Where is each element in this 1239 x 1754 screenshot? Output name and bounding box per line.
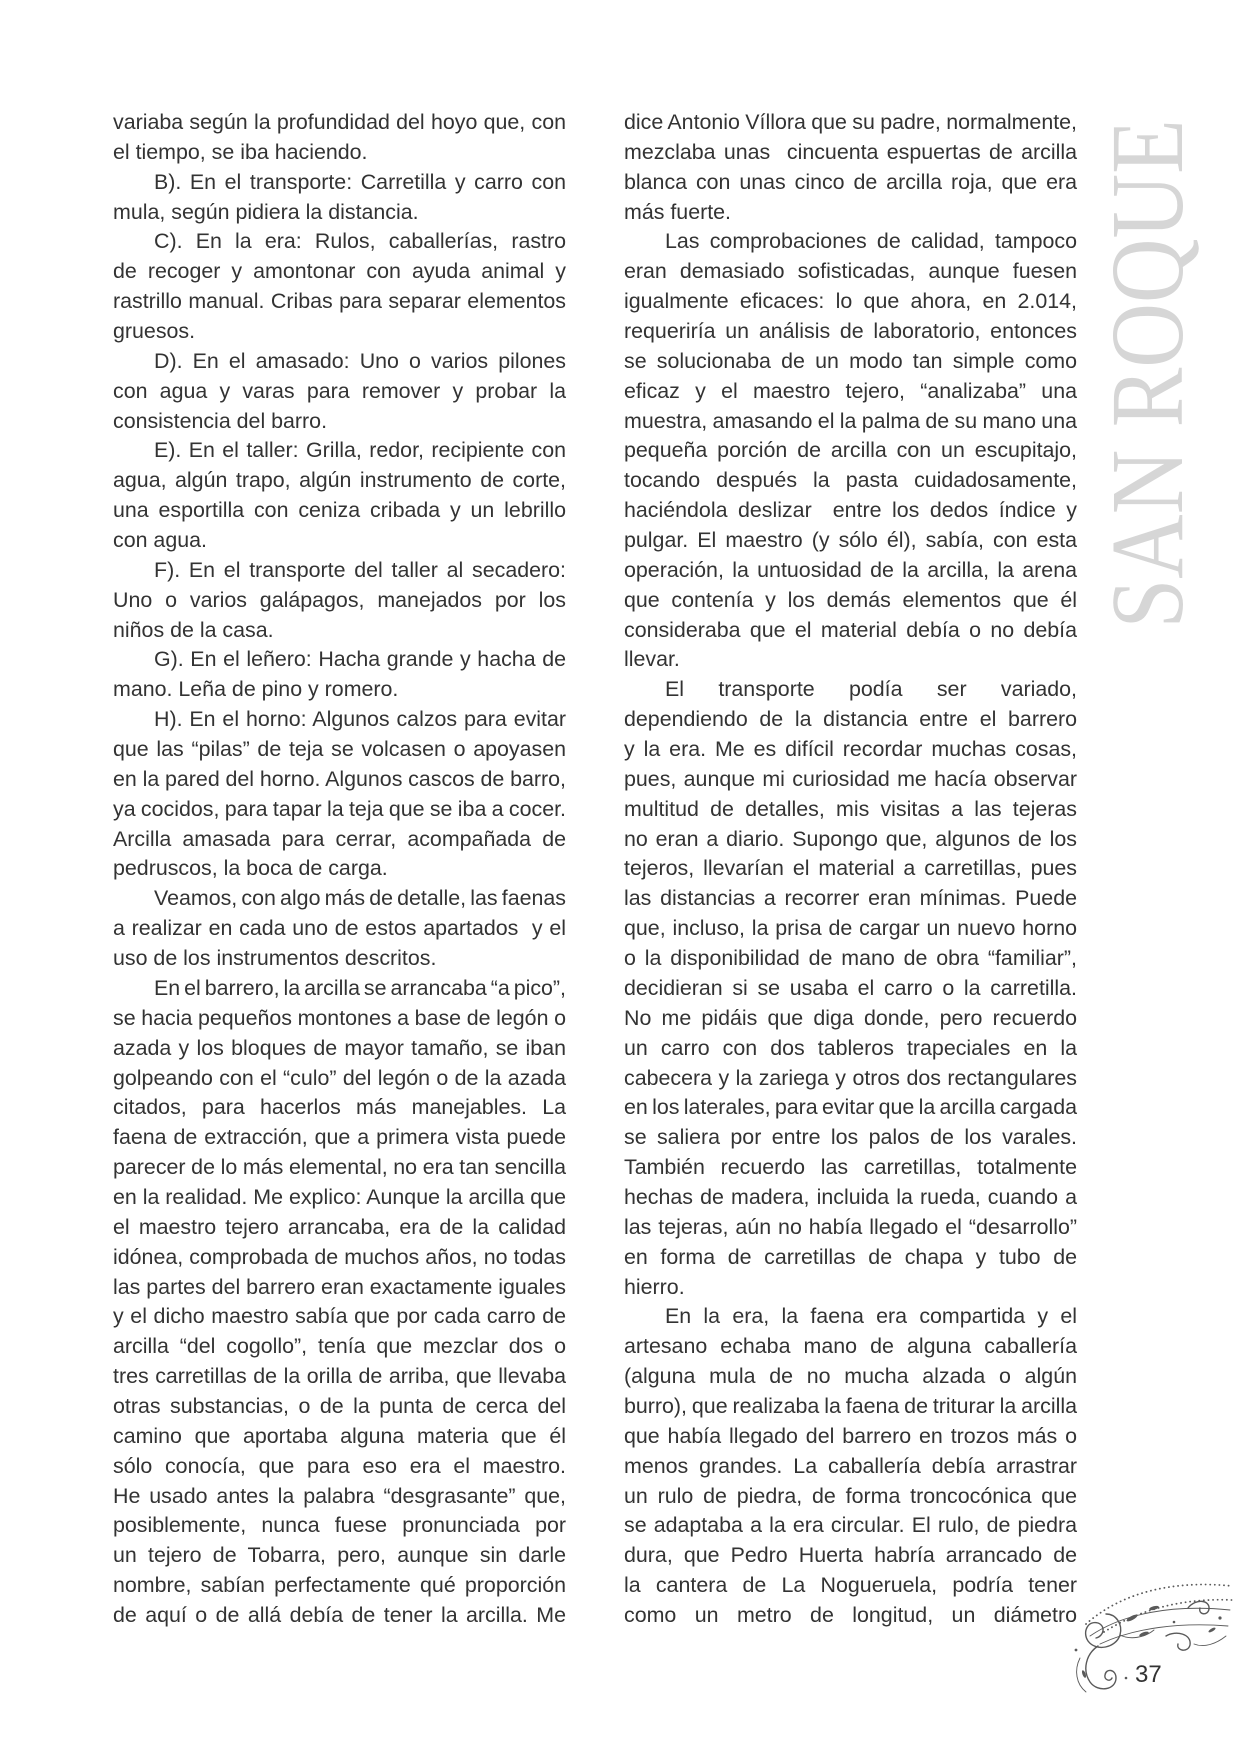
text-line: que las “pilas” de teja se volcasen o apoyasen xyxy=(113,737,566,762)
text-line: citados, para hacerlos más manejables. La xyxy=(113,1095,566,1120)
text-line: que, incluso, la prisa de cargar un nuevo horno xyxy=(624,916,1077,941)
text-line: llevar. xyxy=(624,647,680,672)
text-line: que contenía y los demás elementos que él xyxy=(624,587,1077,612)
line-slot xyxy=(624,645,1077,675)
line-slot xyxy=(624,407,1077,437)
line-slot xyxy=(113,735,566,765)
line-slot xyxy=(113,287,566,317)
line-slot xyxy=(113,884,566,914)
text-line: artesano echaba mano de alguna caballería xyxy=(624,1334,1077,1359)
line-slot xyxy=(624,1243,1077,1273)
text-line: el maestro tejero arrancaba, era de la calidad xyxy=(113,1214,566,1239)
text-line: E). En el taller: Grilla, redor, recipiente con xyxy=(154,438,566,463)
paragraph xyxy=(113,108,566,168)
text-line: con agua. xyxy=(113,528,207,553)
text-line: mano. Leña de pino y romero. xyxy=(113,677,399,702)
line-slot xyxy=(624,436,1077,466)
text-line: un rulo de piedra, de forma troncocónica que xyxy=(624,1483,1077,1508)
line-slot xyxy=(113,705,566,735)
line-slot xyxy=(624,1511,1077,1541)
line-slot xyxy=(113,1273,566,1303)
text-line: se saliera por entre los palos de los varales. xyxy=(624,1125,1077,1150)
line-slot xyxy=(624,1601,1077,1631)
text-line: agua, algún trapo, algún instrumento de corte, xyxy=(113,468,566,493)
paragraph xyxy=(113,705,566,884)
line-slot xyxy=(624,765,1077,795)
line-slot xyxy=(113,1153,566,1183)
line-slot xyxy=(624,198,1077,228)
text-line: pequeña porción de arcilla con un escupitajo, xyxy=(624,438,1077,463)
line-slot xyxy=(113,377,566,407)
text-line: multitud de detalles, mis visitas a las tejeras xyxy=(624,796,1077,821)
text-line: la cantera de La Nogueruela, podría tener xyxy=(624,1573,1077,1598)
text-line: pedruscos, la boca de carga. xyxy=(113,856,388,881)
text-line: o la disponibilidad de mano de obra “familiar”, xyxy=(624,946,1077,971)
line-slot xyxy=(624,1064,1077,1094)
text-line: sólo conocía, que para eso era el maestro. xyxy=(113,1453,566,1478)
text-line: D). En el amasado: Uno o varios pilones xyxy=(154,348,566,373)
text-line: que había llegado del barrero en trozos más o xyxy=(624,1423,1077,1448)
line-slot xyxy=(113,1392,566,1422)
text-line: de recoger y amontonar con ayuda animal y xyxy=(113,259,566,284)
text-line: ya cocidos, para tapar la teja que se iba a cocer. xyxy=(113,796,566,821)
text-line: se adaptaba a la era circular. El rulo, de piedra xyxy=(624,1513,1077,1538)
text-line: Veamos, con algo más de detalle, las faenas xyxy=(154,886,566,911)
text-line: un carro con dos tableros trapeciales en la xyxy=(624,1035,1077,1060)
text-line: dependiendo de la distancia entre el barrero xyxy=(624,707,1077,732)
text-line: las partes del barrero eran exactamente iguales xyxy=(113,1274,566,1299)
text-line: eficaz y el maestro tejero, “analizaba” una xyxy=(624,378,1077,403)
paragraph xyxy=(113,227,566,346)
text-line: una esportilla con ceniza cribada y un lebrillo xyxy=(113,498,566,523)
line-slot xyxy=(624,1153,1077,1183)
line-slot xyxy=(624,526,1077,556)
text-line: En el barrero, la arcilla se arrancaba “a pico”, xyxy=(154,975,566,1000)
text-line: haciéndola deslizar entre los dedos índice y xyxy=(624,498,1077,523)
line-slot xyxy=(624,705,1077,735)
line-slot xyxy=(113,586,566,616)
line-slot xyxy=(113,795,566,825)
paragraph xyxy=(113,436,566,555)
line-slot xyxy=(113,1302,566,1332)
paragraph xyxy=(624,108,1077,227)
text-line: Las comprobaciones de calidad, tampoco xyxy=(665,229,1077,254)
text-line: arcilla “del cogollo”, tenía que mezclar dos o xyxy=(113,1334,566,1359)
line-slot xyxy=(624,1302,1077,1332)
line-slot xyxy=(113,1511,566,1541)
line-slot xyxy=(624,168,1077,198)
line-slot xyxy=(113,1123,566,1153)
text-line: golpeando con el “culo” del legón o de la azada xyxy=(113,1065,566,1090)
text-line: tejeros, llevarían el material a carretillas, pues xyxy=(624,856,1077,881)
paragraph xyxy=(113,974,566,1631)
line-slot xyxy=(624,556,1077,586)
line-slot xyxy=(624,496,1077,526)
line-slot xyxy=(113,1571,566,1601)
line-slot xyxy=(624,825,1077,855)
line-slot xyxy=(113,138,566,168)
text-line: faena de extracción, que a primera vista puede xyxy=(113,1125,566,1150)
line-slot xyxy=(113,944,566,974)
text-line: eran demasiado sofisticadas, aunque fuesen xyxy=(624,259,1077,284)
line-slot xyxy=(113,854,566,884)
line-slot xyxy=(113,526,566,556)
text-line: El transporte podía ser variado, xyxy=(665,677,1077,702)
line-slot xyxy=(113,1332,566,1362)
text-line: consistencia del barro. xyxy=(113,408,328,433)
line-slot xyxy=(113,257,566,287)
line-slot xyxy=(624,377,1077,407)
running-section-title: SAN ROQUE xyxy=(1090,119,1205,629)
line-slot xyxy=(624,974,1077,1004)
line-slot xyxy=(113,436,566,466)
paragraph xyxy=(624,1302,1077,1630)
line-slot xyxy=(113,198,566,228)
line-slot xyxy=(113,556,566,586)
line-slot xyxy=(624,1183,1077,1213)
line-slot xyxy=(113,1183,566,1213)
paragraph xyxy=(624,227,1077,675)
paragraph xyxy=(624,675,1077,1302)
text-line: las distancias a recorrer eran mínimas. Puede xyxy=(624,886,1077,911)
line-slot xyxy=(624,108,1077,138)
line-slot xyxy=(624,287,1077,317)
line-slot xyxy=(624,1213,1077,1243)
text-line: Uno o varios galápagos, manejados por los xyxy=(113,587,566,612)
text-line: posiblemente, nunca fuese pronunciada por xyxy=(113,1513,566,1538)
text-line: y la era. Me es difícil recordar muchas cosas, xyxy=(624,737,1077,762)
line-slot xyxy=(113,227,566,257)
line-slot xyxy=(624,466,1077,496)
text-line: con agua y varas para remover y probar la xyxy=(113,378,566,403)
line-slot xyxy=(624,884,1077,914)
line-slot xyxy=(624,675,1077,705)
line-slot xyxy=(113,914,566,944)
text-line: G). En el leñero: Hacha grande y hacha de xyxy=(154,647,566,672)
text-line: azada y los bloques de mayor tamaño, se iban xyxy=(113,1035,566,1060)
line-slot xyxy=(624,1004,1077,1034)
line-slot xyxy=(624,1422,1077,1452)
line-slot xyxy=(113,1243,566,1273)
text-line: el tiempo, se iba haciendo. xyxy=(113,139,368,164)
line-slot xyxy=(624,914,1077,944)
line-slot xyxy=(113,347,566,377)
text-line: blanca con unas cinco de arcilla roja, que era xyxy=(624,169,1077,194)
line-slot xyxy=(624,1541,1077,1571)
text-line: más fuerte. xyxy=(624,199,731,224)
text-line: a realizar en cada uno de estos apartados y el xyxy=(113,916,566,941)
line-slot xyxy=(113,675,566,705)
paragraph xyxy=(113,168,566,228)
line-slot xyxy=(113,1064,566,1094)
line-slot xyxy=(624,1273,1077,1303)
text-line: como un metro de longitud, un diámetro xyxy=(624,1602,1077,1627)
text-line: no eran a diario. Supongo que, algunos de los xyxy=(624,826,1077,851)
text-line: pulgar. El maestro (y sólo él), sabía, con esta xyxy=(624,528,1077,553)
line-slot xyxy=(624,586,1077,616)
line-slot xyxy=(113,1452,566,1482)
line-slot xyxy=(624,616,1077,646)
text-line: en los laterales, para evitar que la arcilla cargada xyxy=(624,1095,1077,1120)
text-line: variaba según la profundidad del hoyo que, con xyxy=(113,110,566,134)
line-slot xyxy=(624,1332,1077,1362)
text-column-left xyxy=(113,108,566,1631)
line-slot xyxy=(624,854,1077,884)
text-line: consideraba que el material debía o no debía xyxy=(624,617,1077,642)
paragraph xyxy=(113,645,566,705)
text-line: muestra, amasando el la palma de su mano una xyxy=(624,408,1077,433)
text-line: un tejero de Tobarra, pero, aunque sin darle xyxy=(113,1543,566,1568)
line-slot xyxy=(624,1482,1077,1512)
text-line: operación, la untuosidad de la arcilla, la arena xyxy=(624,557,1077,582)
text-line: B). En el transporte: Carretilla y carro con xyxy=(154,169,566,194)
text-line: C). En la era: Rulos, caballerías, rastro xyxy=(154,229,566,254)
text-line: menos grandes. La caballería debía arrastrar xyxy=(624,1453,1077,1478)
text-line: hierro. xyxy=(624,1274,685,1299)
line-slot xyxy=(624,1362,1077,1392)
line-slot xyxy=(113,616,566,646)
line-slot xyxy=(113,1422,566,1452)
line-slot xyxy=(113,496,566,526)
text-line: idónea, comprobada de muchos años, no todas xyxy=(113,1244,566,1269)
text-line: (alguna mula de no mucha alzada o algún xyxy=(624,1364,1077,1389)
text-line: dura, que Pedro Huerta habría arrancado de xyxy=(624,1543,1077,1568)
text-line: nombre, sabían perfectamente qué proporción xyxy=(113,1573,566,1598)
text-line: He usado antes la palabra “desgrasante” que, xyxy=(113,1483,566,1508)
page-number: 37 xyxy=(1135,1661,1162,1688)
text-line: gruesos. xyxy=(113,319,196,344)
text-line: camino que aportaba alguna materia que él xyxy=(113,1423,566,1448)
text-line: Arcilla amasada para cerrar, acompañada de xyxy=(113,826,566,851)
text-line: mezclaba unas cincuenta espuertas de arcilla xyxy=(624,139,1077,164)
text-line: requeriría un análisis de laboratorio, entonces xyxy=(624,319,1077,344)
text-line: otras substancias, o de la punta de cerca del xyxy=(113,1393,566,1418)
text-line: tres carretillas de la orilla de arriba, que llevaba xyxy=(113,1364,566,1389)
text-line: No me pidáis que diga donde, pero recuerdo xyxy=(624,1005,1077,1030)
paragraph xyxy=(113,884,566,974)
text-line: de aquí o de allá debía de tener la arcilla. Me xyxy=(113,1602,566,1627)
text-line: se hacia pequeños montones a base de legón o xyxy=(113,1005,566,1030)
text-line: mula, según pidiera la distancia. xyxy=(113,199,419,224)
line-slot xyxy=(113,466,566,496)
text-line: F). En el transporte del taller al secadero: xyxy=(154,557,566,582)
paragraph xyxy=(113,347,566,437)
line-slot xyxy=(624,735,1077,765)
text-line: En la era, la faena era compartida y el xyxy=(665,1304,1077,1329)
text-line: igualmente eficaces: lo que ahora, en 2.014, xyxy=(624,289,1077,314)
line-slot xyxy=(113,407,566,437)
text-column-right xyxy=(624,108,1077,1631)
line-slot xyxy=(624,795,1077,825)
line-slot xyxy=(113,645,566,675)
text-line: H). En el horno: Algunos calzos para evitar xyxy=(154,707,566,732)
line-slot xyxy=(113,1034,566,1064)
line-slot xyxy=(624,1452,1077,1482)
line-slot xyxy=(113,1093,566,1123)
line-slot xyxy=(624,227,1077,257)
line-slot xyxy=(113,1004,566,1034)
line-slot xyxy=(113,1362,566,1392)
text-line: en forma de carretillas de chapa y tubo de xyxy=(624,1244,1077,1269)
line-slot xyxy=(113,1482,566,1512)
line-slot xyxy=(113,765,566,795)
text-line: decidieran si se usaba el carro o la carretilla. xyxy=(624,975,1077,1000)
line-slot xyxy=(624,1392,1077,1422)
text-line: niños de la casa. xyxy=(113,617,274,642)
text-line: rastrillo manual. Cribas para separar elementos xyxy=(113,289,566,314)
line-slot xyxy=(624,1123,1077,1153)
line-slot xyxy=(624,1093,1077,1123)
line-slot xyxy=(624,1034,1077,1064)
text-line: cabecera y la zariega y otros dos rectangulares xyxy=(624,1065,1077,1090)
text-line: las tejeras, aún no había llegado el “desarrollo” xyxy=(624,1214,1077,1239)
line-slot xyxy=(624,944,1077,974)
line-slot xyxy=(113,1541,566,1571)
line-slot xyxy=(624,317,1077,347)
line-slot xyxy=(624,347,1077,377)
text-line: tocando después la pasta cuidadosamente, xyxy=(624,468,1077,493)
text-line: dice Antonio Víllora que su padre, normalmente, xyxy=(624,110,1077,134)
line-slot xyxy=(113,108,566,138)
line-slot xyxy=(113,974,566,1004)
line-slot xyxy=(113,1601,566,1631)
paragraph xyxy=(113,556,566,646)
text-line: hechas de madera, incluida la rueda, cuando a xyxy=(624,1184,1077,1209)
line-slot xyxy=(624,1571,1077,1601)
text-line: y el dicho maestro sabía que por cada carro de xyxy=(113,1304,566,1329)
line-slot xyxy=(113,168,566,198)
line-slot xyxy=(113,825,566,855)
text-line: burro), que realizaba la faena de triturar la arcilla xyxy=(624,1393,1077,1418)
line-slot xyxy=(113,317,566,347)
line-slot xyxy=(113,1213,566,1243)
line-slot xyxy=(624,257,1077,287)
text-line: se solucionaba de un modo tan simple como xyxy=(624,348,1077,373)
text-line: También recuerdo las carretillas, totalmente xyxy=(624,1155,1077,1180)
text-line: pues, aunque mi curiosidad me hacía observar xyxy=(624,766,1077,791)
line-slot xyxy=(624,138,1077,168)
text-line: en la pared del horno. Algunos cascos de barro, xyxy=(113,766,566,791)
text-line: parecer de lo más elemental, no era tan sencilla xyxy=(113,1155,566,1180)
text-line: en la realidad. Me explico: Aunque la arcilla que xyxy=(113,1184,566,1209)
text-line: uso de los instrumentos descritos. xyxy=(113,946,437,971)
